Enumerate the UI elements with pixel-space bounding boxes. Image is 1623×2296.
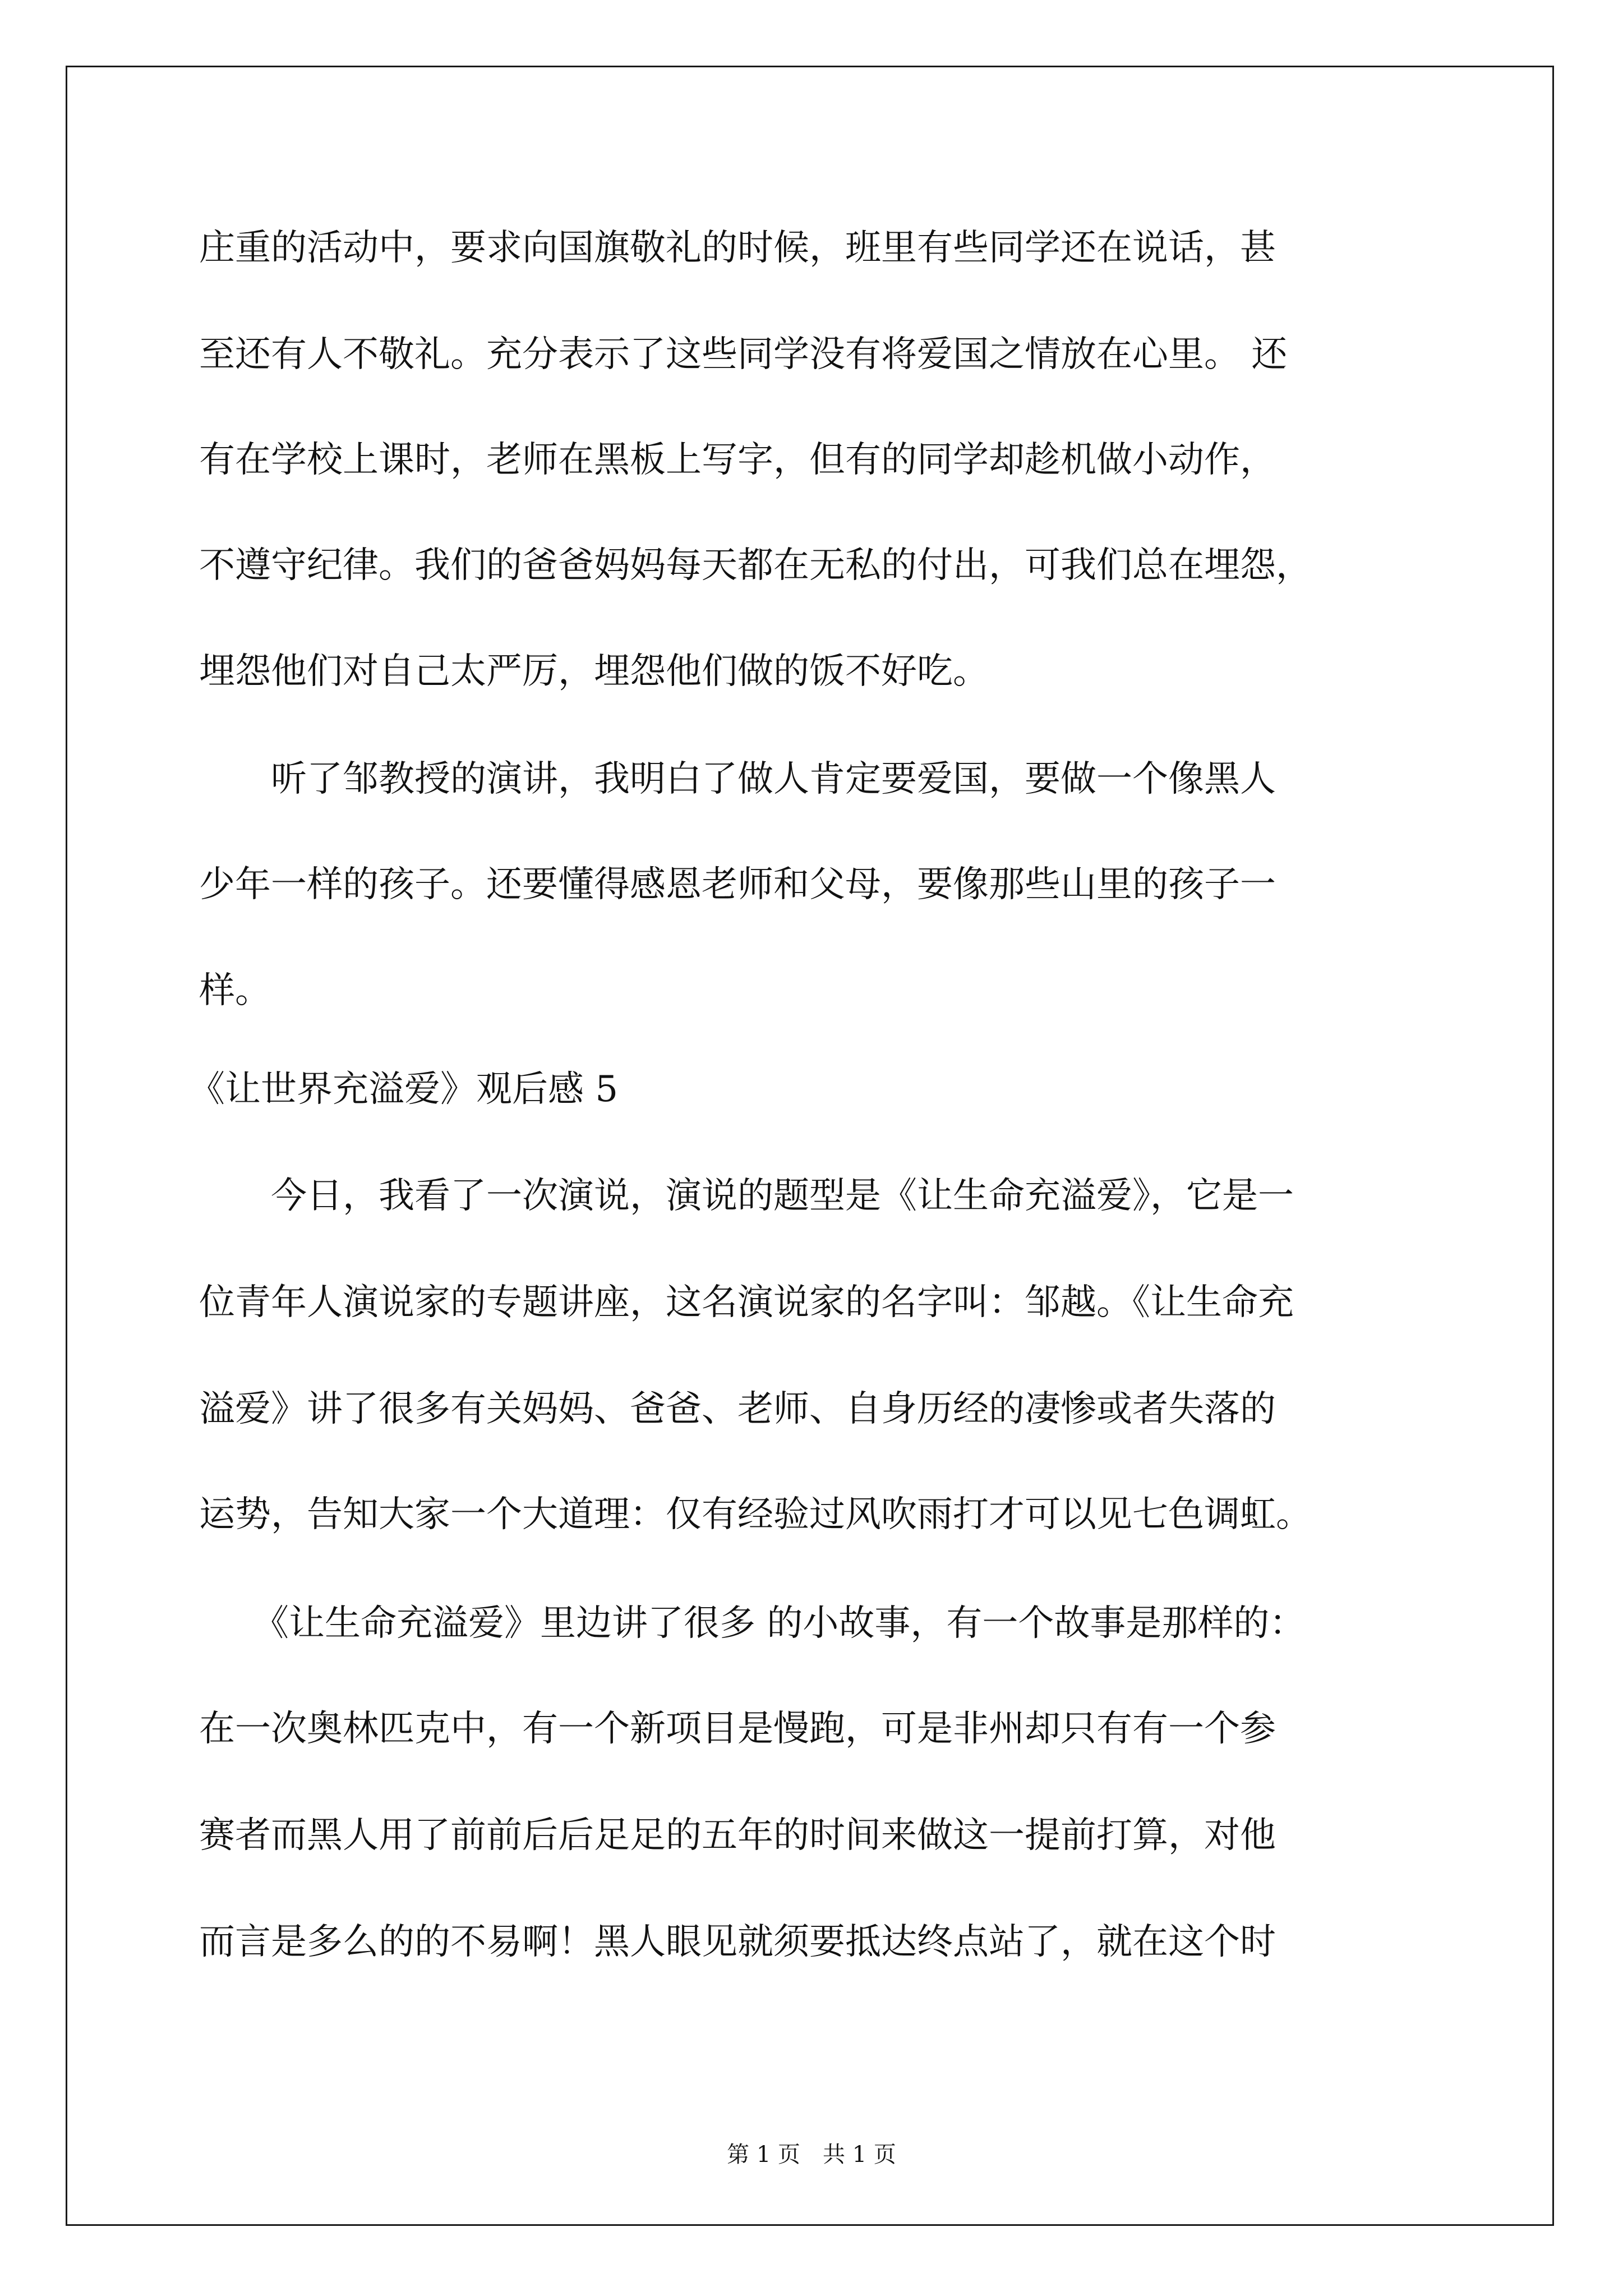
text-line: 有在学校上课时，老师在黑板上写字，但有的同学却趁机做小动作， (199, 439, 1276, 481)
text-line: 听了邹教授的演讲，我明白了做人肯定要爱国，要做一个像黑人 (199, 758, 1276, 800)
text-line: 溢爱》讲了很多有关妈妈、爸爸、老师、自身历经的凄惨或者失落的 (199, 1388, 1276, 1430)
page-border (66, 66, 1554, 2226)
text-line: 少年一样的孩子。还要懂得感恩老师和父母，要像那些山里的孩子一 (199, 864, 1276, 905)
text-line: 《让生命充溢爱》里边讲了很多 的小故事，有一个故事是那样的： (199, 1603, 1306, 1644)
text-line: 至还有人不敬礼。充分表示了这些同学没有将爱国之情放在心里。 还 (199, 334, 1288, 375)
text-line: 埋怨他们对自己太严厉，埋怨他们做的饭不好吃。 (199, 651, 989, 692)
text-line: 在一次奥林匹克中，有一个新项目是慢跑，可是非州却只有有一个参 (199, 1708, 1276, 1750)
text-line: 运势，告知大家一个大道理：仅有经验过风吹雨打才可以见七色调虹。 (199, 1494, 1312, 1535)
text-line: 赛者而黑人用了前前后后足足的五年的时间来做这一提前打算，对他 (199, 1815, 1276, 1856)
text-line: 而言是多么的的不易啊！黑人眼见就须要抵达终点站了，就在这个时 (199, 1921, 1276, 1963)
text-line: 样。 (199, 970, 271, 1011)
text-line: 不遵守纪律。我们的爸爸妈妈每天都在无私的付出，可我们总在埋怨， (199, 545, 1312, 586)
text-line: 今日，我看了一次演说，演说的题型是《让生命充溢爱》，它是一 (199, 1175, 1294, 1217)
page-number: 第 1 页 共 1 页 (727, 2142, 896, 2168)
text-line: 庄重的活动中，要求向国旗敬礼的时候，班里有些同学还在说话，甚 (199, 227, 1276, 269)
section-heading: 《让世界充溢爱》观后感 5 (189, 1069, 619, 1110)
text-line: 位青年人演说家的专题讲座，这名演说家的名字叫：邹越。《让生命充 (199, 1282, 1294, 1323)
